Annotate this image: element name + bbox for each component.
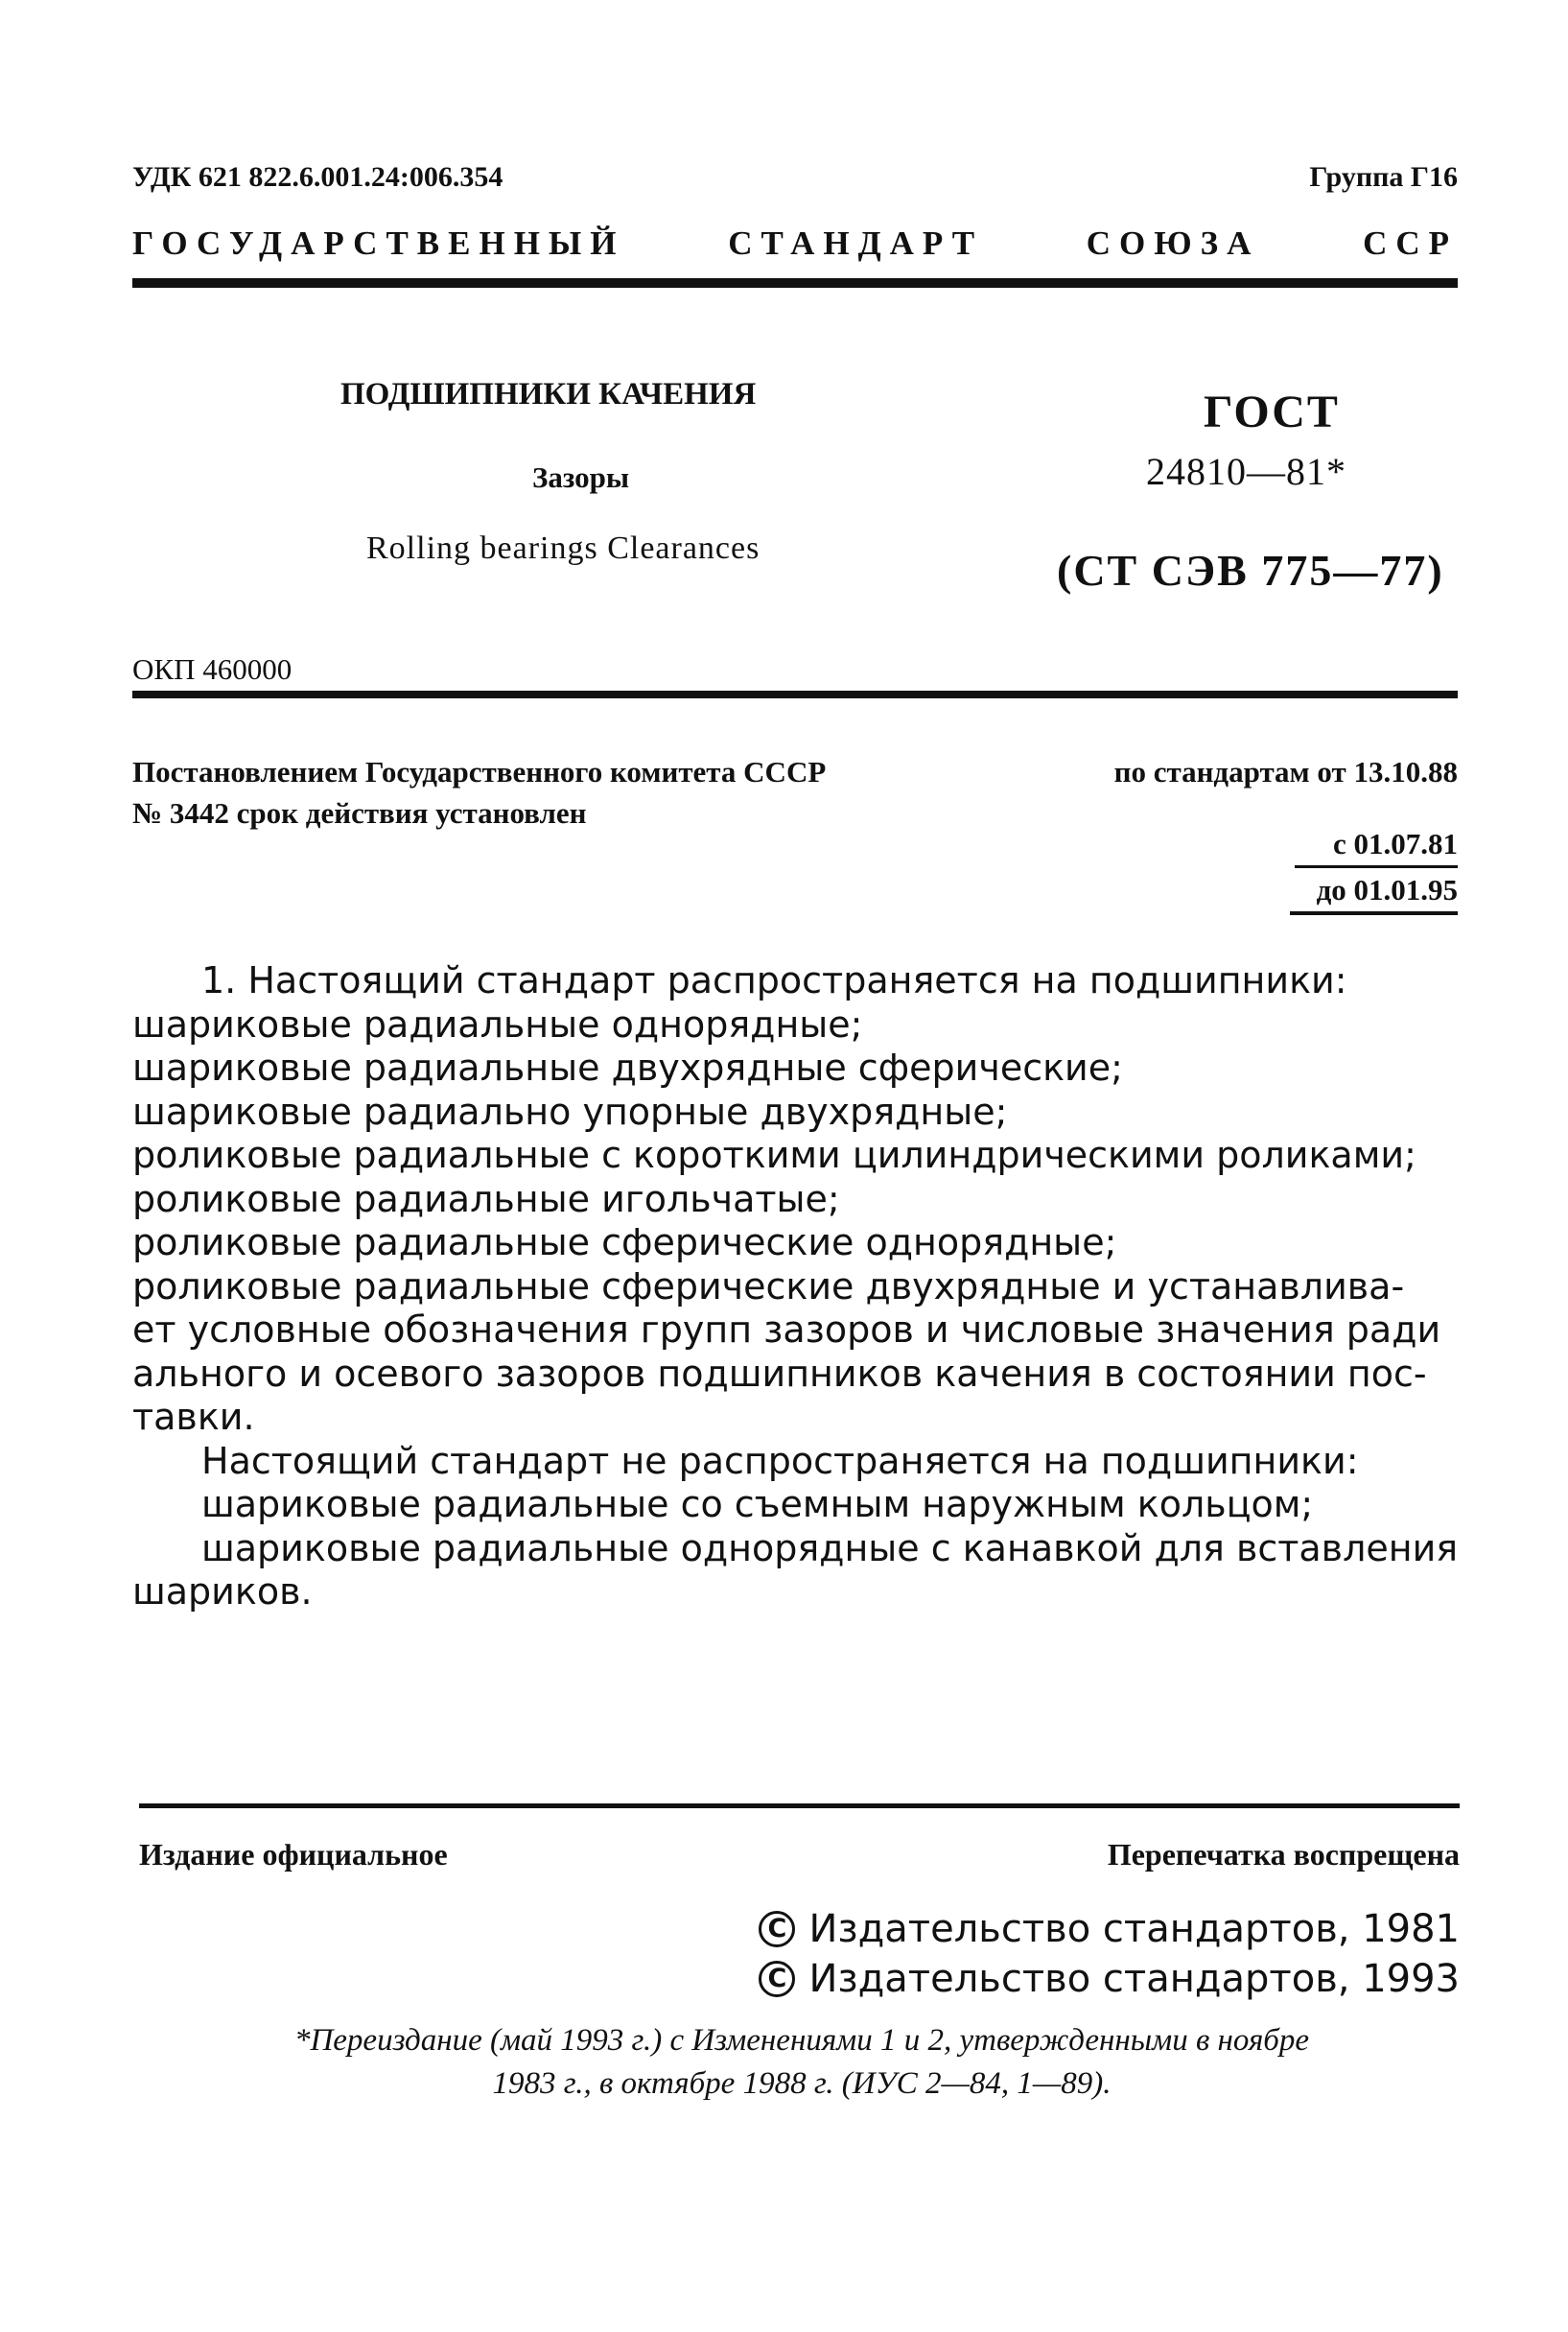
decree-line1-right: по стандартам от 13.10.88 [1113,755,1458,789]
validity-to: до 01.01.95 [1316,873,1458,907]
body-line: Настоящий стандарт не распространяется на подшипники: [201,1439,1359,1482]
union-word: ГОСУДАРСТВЕННЫЙ [132,224,625,262]
body-line: роликовые радиальные сферические двухрядные и устанавлива- [132,1264,1405,1307]
reissue-line: 1983 г., в октябре 1988 г. (ИУС 2—84, 1—89). [492,2066,1112,2101]
gost-label: ГОСТ [1204,387,1340,437]
decree-text [132,751,1458,834]
body-line-text: 1. Настоящий стандарт распространяется на подшипники: [201,959,1347,1001]
copyright-text: Издательство стандартов, 1981 [808,1907,1460,1951]
validity-from: с 01.07.81 [1332,827,1458,860]
copyright-text: Издательство стандартов, 1993 [808,1957,1460,2001]
footer-rule [139,1803,1460,1808]
udk-code: УДК 621 822.6.001.24:006.354 [132,161,503,193]
union-word: ССР [1363,224,1458,262]
body-line: шариковые радиально упорные двухрядные; [132,1090,1008,1133]
body-line: ального и осевого зазоров подшипников качения в состоянии пос- [132,1352,1427,1395]
copyright-line [759,1904,1460,1954]
okp-rule [132,691,1458,698]
body-line: шариковые радиальные со съемным наружным кольцом; [201,1483,1314,1525]
document-title: ПОДШИПНИКИ КАЧЕНИЯ [340,377,757,412]
header-rule [132,278,1458,288]
reprint-notice: Перепечатка воспрещена [1107,1837,1460,1872]
reissue-line: *Переиздание (май 1993 г.) с Изменениями 1 и 2, утвержденными в ноябре [293,2023,1310,2058]
decree-line2: № 3442 срок действия установлен [132,796,587,830]
body-line: шариковые радиальные однорядные с канавкой для вставления [201,1526,1459,1569]
st-sev-number: (СТ СЭВ 775—77) [1057,546,1444,595]
validity-to-underline [1290,911,1458,915]
union-word: СОЮЗА [1086,224,1260,262]
body-line: роликовые радиальные сферические однорядные; [132,1221,1117,1263]
body-line: шариков. [132,1570,313,1613]
copyright-icon: C [759,1961,795,1997]
body-line: роликовые радиальные с короткими цилиндрическими роликами; [132,1134,1416,1176]
group-code: Группа Г16 [1309,161,1458,193]
validity-from-underline [1295,865,1458,868]
okp-code: ОКП 460000 [132,652,293,686]
copyright-line [759,1954,1460,2004]
edition-label: Издание официальное [139,1837,448,1872]
union-word: СТАНДАРТ [728,224,984,262]
reissue-note [144,2019,1460,2106]
body-text [132,959,1461,1614]
body-line: ет условные обозначения групп зазоров и числовые значения ради [132,1308,1441,1351]
english-title: Rolling bearings Clearances [366,530,761,566]
union-standard-line [132,223,1458,265]
body-line: тавки. [132,1396,255,1438]
document-subtitle: Зазоры [532,460,630,494]
body-line: шариковые радиальные однорядные; [132,1002,863,1046]
body-line: шариковые радиальные двухрядные сферические; [132,1047,1123,1089]
copyright-icon: C [759,1911,795,1947]
decree-line1-left: Постановлением Государственного комитета СССР [132,755,827,789]
body-line [132,959,1461,1003]
copyright-block [759,1904,1460,2004]
body-line: роликовые радиальные игольчатые; [132,1177,840,1220]
gost-number: 24810—81* [1146,450,1346,493]
